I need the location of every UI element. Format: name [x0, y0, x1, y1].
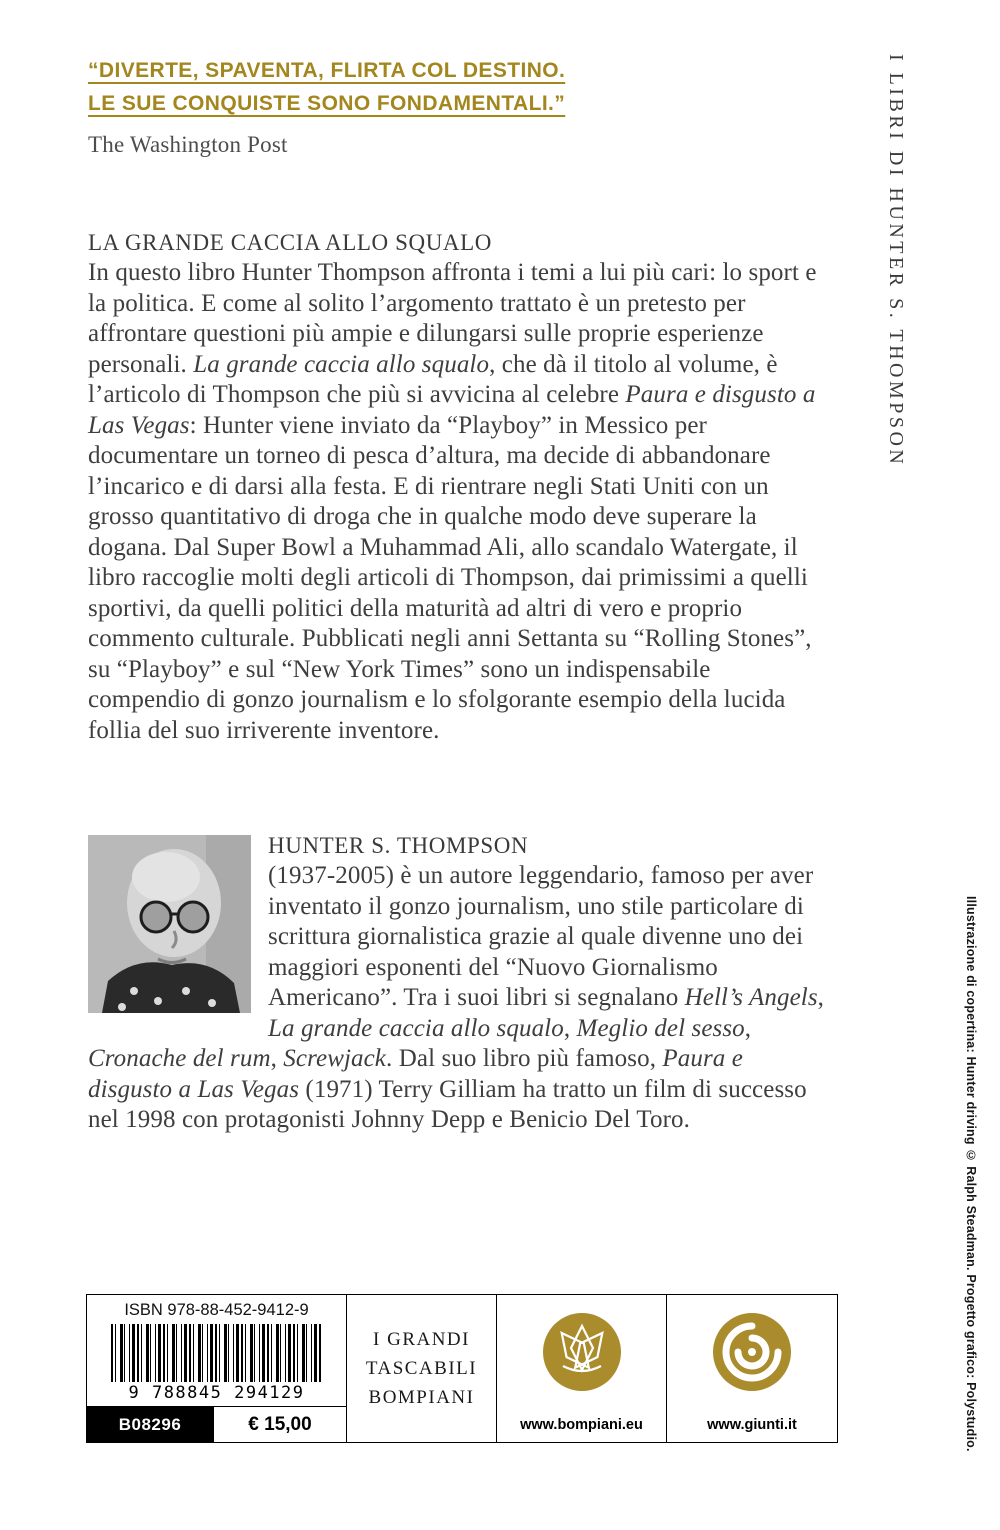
edition-code: B08296 [87, 1407, 213, 1442]
barcode-cell [87, 1295, 347, 1442]
imprint-series-line-2: TASCABILI [365, 1357, 478, 1379]
author-bio-text: (1937-2005) è un autore leggendario, famoso per aver inventato il gonzo journalism, uno stile particolare di scrittura giornalistica grazie al quale divenne uno dei maggiori esponenti del “Nuovo Giornalismo Americano”. Tra i suoi libri si segnalano Hell’s Angels, La grande caccia allo squalo, Meglio del sesso, Cronache del rum, Screwjack. Dal suo libro più famoso, Paura e disgusto a Las Vegas (1971) Terry Gilliam ha tratto un film di successo nel 1998 con protagonisti Johnny Depp e Benicio Del Toro. [88, 862, 825, 1133]
footer-bar [86, 1294, 838, 1443]
synopsis-section [88, 228, 828, 746]
series-title-vertical: I LIBRI DI HUNTER S. THOMPSON [885, 54, 907, 468]
giunti-url: www.giunti.it [707, 1417, 797, 1433]
cover-credits-vertical: Illustrazione di copertina: Hunter driving © Ralph Steadman. Progetto grafico: Polystudio. [964, 896, 978, 1452]
bompiani-logo-icon [543, 1313, 621, 1391]
imprint-series-cell [347, 1295, 497, 1442]
barcode-digits: 9 788845 294129 [128, 1383, 305, 1403]
giunti-logo-icon [713, 1313, 791, 1391]
bompiani-logo-cell [497, 1295, 667, 1442]
press-quote-line-1: “DIVERTE, SPAVENTA, FLIRTA COL DESTINO. [88, 59, 566, 82]
author-photo-illustration [88, 835, 251, 1013]
author-photo [88, 835, 251, 1013]
giunti-logo-cell [667, 1295, 837, 1442]
isbn-label: ISBN 978-88-452-9412-9 [124, 1301, 309, 1319]
barcode [87, 1320, 346, 1406]
synopsis-heading: LA GRANDE CACCIA ALLO SQUALO [88, 230, 492, 255]
imprint-series-line-3: BOMPIANI [368, 1386, 475, 1408]
author-section [88, 831, 830, 1136]
author-heading: HUNTER S. THOMPSON [268, 833, 529, 858]
barcode-bars [111, 1324, 323, 1382]
bompiani-url: www.bompiani.eu [520, 1417, 643, 1433]
synopsis-text: In questo libro Hunter Thompson affronta i temi a lui più cari: lo sport e la politica. E come al solito l’argomento trattato è un pretesto per affrontare questioni più ampie e dilungarsi sulle proprie esperienze personali. La grande caccia allo squalo, che dà il titolo al volume, è l’articolo di Thompson che più si avvicina al celebre Paura e disgusto a Las Vegas: Hunter viene inviato da “Playboy” in Messico per documentare un torneo di pesca d’altura, ma decide di abbandonare l’incarico e di darsi alla festa. E di rientrare negli Stati Uniti con un grosso quantitativo di droga che in qualche modo deve superare la dogana. Dal Super Bowl a Muhammad Ali, allo scandalo Watergate, il libro raccoglie molti degli articoli di Thompson, dai primissimi a quelli sportivi, da quelli politici della maturità ad altri di vero e proprio commento culturale. Pubblicati negli anni Settanta su “Rolling Stones”, su “Playboy” e sul “New York Times” sono un indispensabile compendio di gonzo journalism e lo sfolgorante esempio della lucida follia del suo irriverente inventore. [88, 259, 817, 744]
press-quote-source: The Washington Post [88, 132, 288, 157]
price: € 15,00 [213, 1407, 346, 1442]
press-quote-line-2: LE SUE CONQUISTE SONO FONDAMENTALI.” [88, 92, 566, 115]
press-quote [88, 54, 565, 158]
imprint-series-line-1: I GRANDI [373, 1328, 470, 1350]
price-row [87, 1406, 346, 1442]
